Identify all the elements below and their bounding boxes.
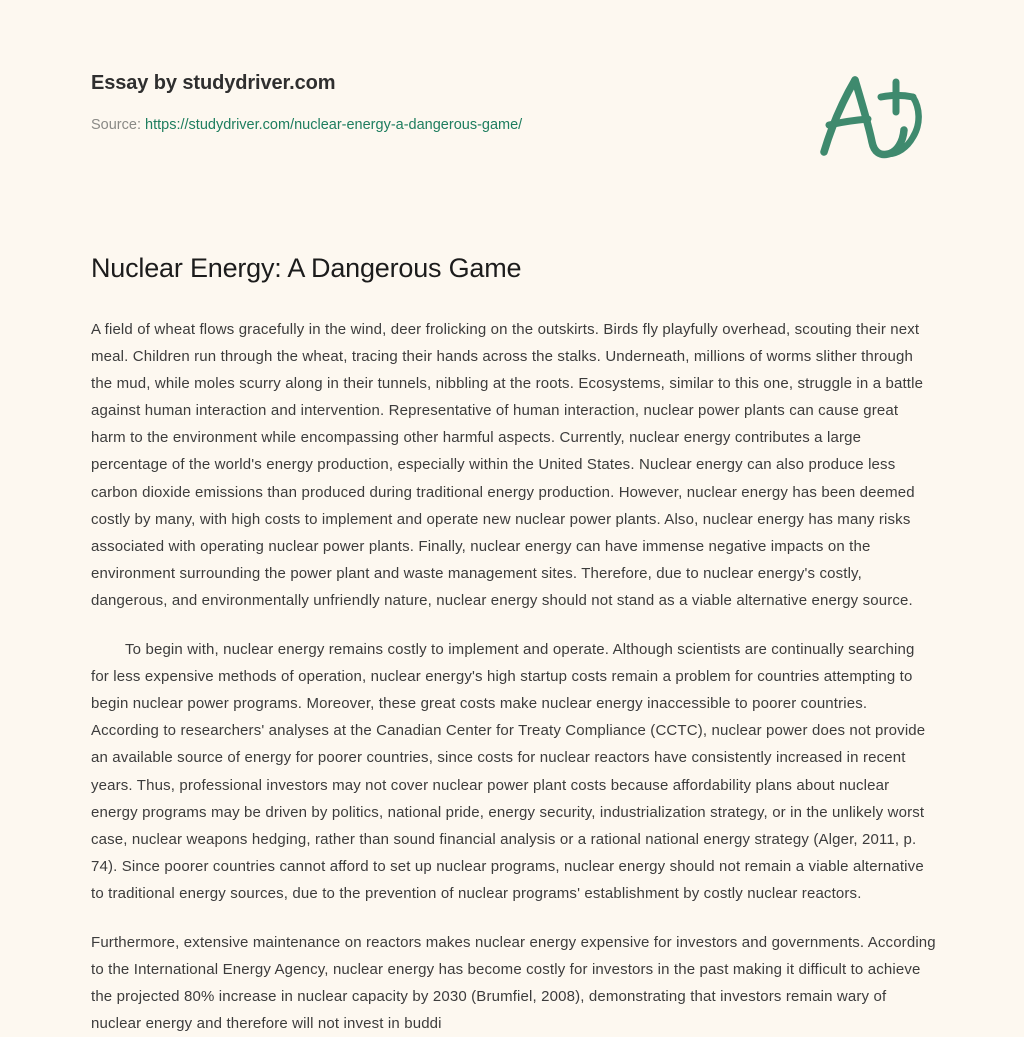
- a-plus-icon: [812, 72, 930, 160]
- essay-body: [91, 316, 936, 1037]
- paragraph: Furthermore, extensive maintenance on reactors makes nuclear energy expensive for investors and governments. According to the International Energy Agency, nuclear energy has become costly for investors in the past making it difficult to achieve the projected 80% increase in nuclear capacity by 2030 (Brumfiel, 2008), demonstrating that investors remain wary of nuclear energy and therefore will not invest in buddi: [91, 933, 936, 1033]
- paragraph: A field of wheat flows gracefully in the wind, deer frolicking on the outskirts. Birds fly playfully overhead, scouting their next meal. Children run through the wheat, tracing their hands across the stalks. Underneath, millions of worms slither through the mud, while moles scurry along in their tunnels, nibbling at the roots. Ecosystems, similar to this one, struggle in a battle against human interaction and intervention. Representative of human interaction, nuclear power plants can cause great harm to the environment while encompassing other harmful aspects. Currently, nuclear energy contributes a large percentage of the world's energy production, especially within the United States. Nuclear energy can also produce less carbon dioxide emissions than produced during traditional energy production. However, nuclear energy has been deemed costly by many, with high costs to implement and operate new nuclear power plants. Also, nuclear energy has many risks associated with operating nuclear power plants. Finally, nuclear energy can have immense negative impacts on the environment surrounding the power plant and waste management sites. Therefore, due to nuclear energy's costly, dangerous, and environmentally unfriendly nature, nuclear energy should not stand as a viable alternative energy source.: [91, 321, 924, 609]
- studydriver-a-plus-logo: [812, 72, 930, 160]
- page-title: Nuclear Energy: A Dangerous Game: [91, 253, 522, 283]
- source-label: Source:: [91, 117, 141, 133]
- brand-byline: Essay by studydriver.com: [91, 72, 336, 94]
- paragraph: To begin with, nuclear energy remains costly to implement and operate. Although scientists are continually searching for less expensive methods of operation, nuclear energy's high startup costs remain a problem for countries attempting to begin nuclear power programs. Moreover, these great costs make nuclear energy inaccessible to poorer countries. According to researchers' analyses at the Canadian Center for Treaty Compliance (CCTC), nuclear power does not provide an available source of energy for poorer countries, since costs for nuclear reactors have consistently increased in recent years. Thus, professional investors may not cover nuclear power plant costs because affordability plans about nuclear energy programs may be driven by politics, national pride, energy security, industrialization strategy, or in the unlikely worst case, nuclear weapons hedging, rather than sound financial analysis or a rational national energy strategy (Alger, 2011, p. 74). Since poorer countries cannot afford to set up nuclear programs, nuclear energy should not remain a viable alternative to traditional energy sources, due to the prevention of nuclear programs' establishment by costly nuclear reactors.: [91, 641, 926, 902]
- source-url-link[interactable]: https://studydriver.com/nuclear-energy-a-dangerous-game/: [145, 117, 523, 133]
